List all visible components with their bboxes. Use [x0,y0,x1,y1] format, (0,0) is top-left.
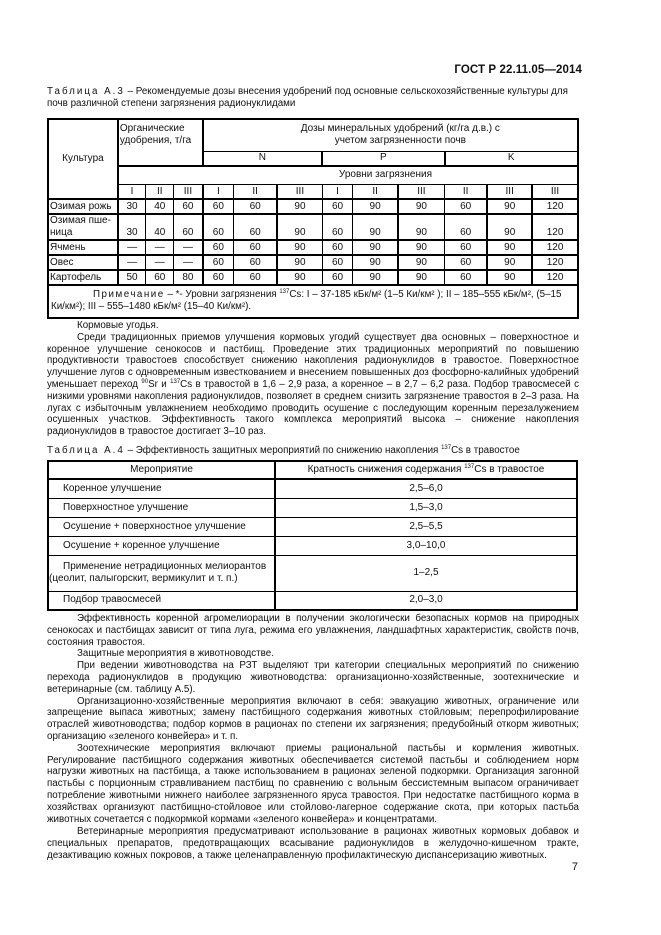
level-col: II [234,184,278,199]
value-cell: 120 [532,270,578,285]
value-cell: — [146,240,174,255]
table-note-row [48,285,578,318]
level-col: III [532,184,578,199]
value-cell: 60 [234,214,278,240]
caption-text: Cs в травостое [451,445,520,456]
value-cell: 40 [146,214,174,240]
value-cell: 90 [398,270,445,285]
value-cell: — [118,255,146,270]
section-title: Защитные мероприятия в животноводстве. [77,648,274,660]
value-cell: 90 [353,214,398,240]
level-col: II [445,184,488,199]
value-cell: 60 [445,240,488,255]
value-cell: 90 [398,214,445,240]
value-cell: 60 [174,214,203,240]
isotope-mass: 137 [441,445,452,451]
table-row [48,591,577,610]
measure-cell: Осушение + коренное улучшение [48,536,275,555]
header-p: P [322,151,444,166]
value-cell: 60 [234,255,278,270]
table-header-row [48,461,577,479]
value-cell: 90 [277,214,322,240]
value-cell: 60 [445,255,488,270]
header-measure: Мероприятие [48,461,275,479]
value-cell: 120 [532,214,578,240]
value-cell: 90 [277,199,322,214]
header-ratio [275,461,577,479]
table-row [48,240,578,255]
measure-cell [48,555,275,591]
page-number: 7 [571,861,578,873]
value-cell: 90 [487,255,532,270]
table-a3-caption [47,86,579,110]
value-cell: 120 [532,240,578,255]
value-cell: 60 [203,199,234,214]
ratio-cell: 2,5–5,5 [275,517,577,536]
isotope-mass: 137 [170,378,181,385]
value-cell: 90 [487,214,532,240]
value-cell: 60 [322,255,353,270]
value-cell: 60 [234,240,278,255]
value-cell: 60 [322,270,353,285]
value-cell: 50 [118,270,146,285]
value-cell: 60 [203,240,234,255]
value-cell: 90 [487,199,532,214]
table-row [48,479,577,498]
value-cell: 90 [277,255,322,270]
value-cell: 90 [277,270,322,285]
level-col: I [203,184,234,199]
value-cell: 90 [353,240,398,255]
value-cell: 60 [445,199,488,214]
measure-cell: Подбор травосмесей [48,591,275,610]
header-organic: Органические удобрения, т/га [118,119,203,166]
ratio-cell: 1–2,5 [275,555,577,591]
value-cell: 90 [353,255,398,270]
value-cell: 90 [398,199,445,214]
value-cell: 30 [118,214,146,240]
note-text: Cs: I – 37-185 кБк/м² (1–5 Ки/км² ); II – 185–555 кБк/м², (5–15 Ки/км²); III – 555–1480 кБк/м² (15–40 Ки/км²). [51,289,562,312]
value-cell: 60 [322,214,353,240]
value-cell: 120 [532,255,578,270]
level-col: III [174,184,203,199]
table-row [48,536,577,555]
value-cell: — [174,255,203,270]
section-fodder [47,320,579,438]
value-cell: — [146,255,174,270]
table-row [48,199,578,214]
value-cell: 60 [445,214,488,240]
document-code: ГОСТ Р 22.11.05—2014 [454,64,582,76]
value-cell: 60 [203,214,234,240]
text: Sr и [148,378,171,390]
value-cell: 60 [203,270,234,285]
measure-line: (цеолит, палыгорскит, вермикулит и т. п.) [49,573,238,584]
header-mineral: Дозы минеральных удобрений (кг/га д.в.) с учетом загрязненности почв [203,119,578,151]
value-cell: 60 [146,270,174,285]
isotope-mass: 137 [464,464,475,470]
text: Cs в травостой в 1,6 – 2,9 раза, а коренное – в 2,7 – 6,2 раза. Подбор травосмесей с низкими уровнями накопления радионуклидов, позволяет в среднем снизить загрязнение травостоя в 2–3 раза. На лугах с избыточным увлажнением необходимо проводить осушение с последующим коренным перезалужением осушенных участков. Эффективность такого комплекса мероприятий высока – снижение накопления радионуклидов в травостое достигает 3–10 раз. [47,378,579,438]
paragraph: Ветеринарные мероприятия предусматривают использование в рационах животных кормовых добавок и специальных препаратов, предотвращающих всасывание радионуклидов в желудочно-кишечном тракте, дезактивацию кожных покровов, а также целенаправленную профилактическую диспансеризацию животных. [47,826,579,861]
value-cell: 90 [353,199,398,214]
section-title: Кормовые угодья. [77,320,159,331]
table-a4-caption-label: Таблица А.4 [47,445,125,456]
value-cell: 60 [322,240,353,255]
value-cell: 60 [174,199,203,214]
table-row [48,270,578,285]
level-col: I [118,184,146,199]
header-culture: Культура [48,119,118,199]
value-cell: 90 [487,240,532,255]
level-col: II [353,184,398,199]
level-col: III [487,184,532,199]
paragraph [47,332,579,438]
value-cell: — [118,240,146,255]
table-a4 [47,460,578,611]
table-row [48,214,578,240]
culture-cell: Ячмень [48,240,118,255]
measure-cell: Осушение + поверхностное улучшение [48,517,275,536]
value-cell: 40 [146,199,174,214]
caption-text: – Эффективность защитных мероприятий по снижению накопления [124,445,442,456]
value-cell: 80 [174,270,203,285]
paragraph: При ведении животноводства на РЗТ выделяют три категории специальных мероприятий по снижению перехода радионуклидов в продукцию животноводства: организационно-хозяйственные, зоотехнические и ветеринарные (см. таблицу А.5). [47,660,579,695]
measure-cell: Коренное улучшение [48,479,275,498]
value-cell: — [174,240,203,255]
table-a3 [47,118,579,319]
culture-line: ница [50,227,73,238]
table-row [48,555,577,591]
text: Среди традиционных приемов улучшения кормовых угодий существует два основных – поверхностное и коренное улучшение сенокосов и пастбищ. Проведение этих традиционных мероприятий по повышению продуктивности травостоев способствует снижению накопления радионуклидов в травостое. Поверхностное улучшение лугов с одновременным известкованием и внесением повышенных доз фосфорно-калийных удобрений уменьшает переход [47,331,579,390]
table-row [48,255,578,270]
ratio-cell: 2,5–6,0 [275,479,577,498]
table-a4-caption [47,445,579,457]
table-a3-caption-label: Таблица А.3 [47,86,125,97]
value-cell: 60 [203,255,234,270]
culture-cell: Картофель [48,270,118,285]
value-cell: 60 [445,270,488,285]
value-cell: 90 [353,270,398,285]
section-livestock [47,613,579,862]
culture-cell [48,214,118,240]
value-cell: 120 [532,199,578,214]
header-text: Cs в травостое [474,464,545,475]
table-a3-note [48,285,578,318]
level-col: I [322,184,353,199]
level-col: II [146,184,174,199]
culture-line: Озимая пше- [50,215,111,226]
table-row [48,498,577,517]
value-cell: 30 [118,199,146,214]
ratio-cell: 1,5–3,0 [275,498,577,517]
value-cell: 60 [322,199,353,214]
header-text: Кратность снижения содержания [307,464,465,475]
table-row [48,517,577,536]
note-label: Примечание [93,289,165,300]
value-cell: 90 [398,255,445,270]
value-cell: 60 [234,270,278,285]
value-cell: 90 [277,240,322,255]
paragraph: Организационно-хозяйственные мероприятия включают в себя: эвакуацию животных, ограничение или запрещение выпаса животных; замену пастбищного содержания животных стойловым; перепрофилирование отраслей животноводства; подбор кормов в рационах по степени их загрязнения; предубойный откорм животных; организацию «зеленого конвейера» и т. п. [47,695,579,742]
measure-line: Применение нетрадиционных мелиорантов [63,561,267,572]
isotope-mass: 137 [279,289,290,295]
value-cell: 60 [234,199,278,214]
value-cell: 90 [398,240,445,255]
value-cell: 90 [487,270,532,285]
measure-cell: Поверхностное улучшение [48,498,275,517]
header-levels: Уровни загрязнения [118,166,578,184]
level-col: III [398,184,445,199]
header-n: N [203,151,322,166]
ratio-cell: 2,0–3,0 [275,591,577,610]
isotope-mass: 90 [141,378,149,385]
paragraph: Зоотехнические мероприятия включают приемы рациональной пастьбы и кормления животных. Регулирование пастбищного содержания животных обеспечивается системой пастьбы и соблюдением норм нагрузки животных на пастбища, а также использованием в рационах зеленой подкормки. Организация загонной пастьбы с порционным стравливанием пастбищ по сравнению с вольным бессистемным выпасом ограничивает потребление животными нижнего наиболее загрязненного яруса травостоя. При недостатке пастбищного корма в хозяйствах организуют пастбищно-стойловое или стойлово-лагерное содержание скота, при которых пастьба животных сочетается с подкормкой кормами «зеленого конвейера» и концентратами. [47,742,579,825]
culture-cell: Озимая рожь [48,199,118,214]
header-k: K [445,151,578,166]
paragraph: Эффективность коренной агромелиорации в получении экологически безопасных кормов на природных сенокосах и пастбищах зависит от типа луга, режима его увлажнения, ландшафтных характеристик, свойств почв, состояния травостоя. [47,613,579,648]
level-col: III [277,184,322,199]
ratio-cell: 3,0–10,0 [275,536,577,555]
table-a3-caption-text: – Рекомендуемые дозы внесения удобрений под основные сельскохозяйственные культуры для почв различной степени загрязнения радионуклидами [47,86,568,109]
culture-cell: Овес [48,255,118,270]
note-text: – *- Уровни загрязнения [164,289,280,300]
